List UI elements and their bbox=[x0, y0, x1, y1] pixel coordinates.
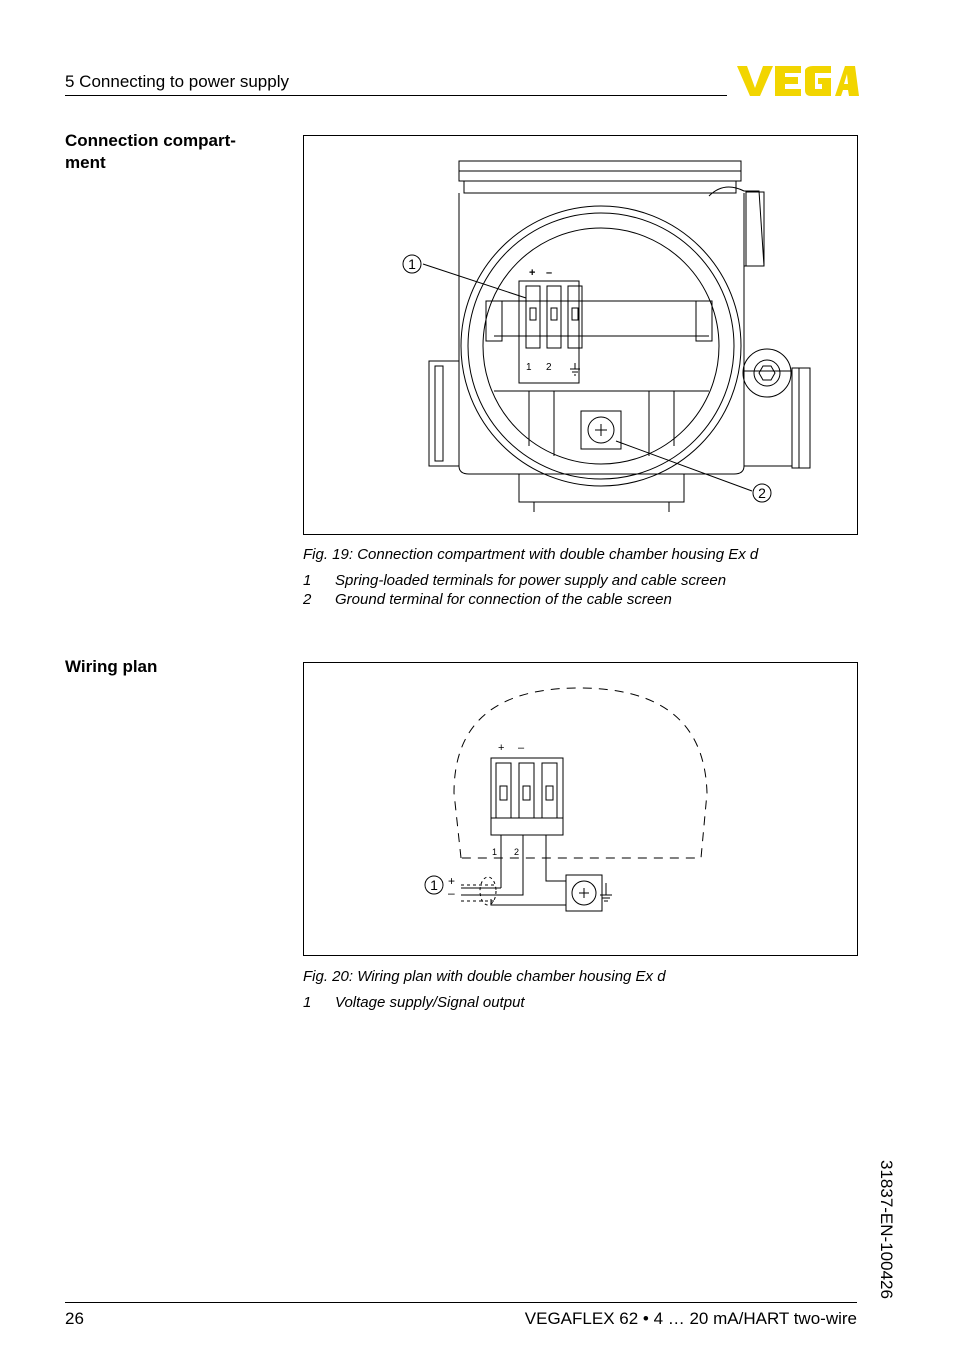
terminal-minus-sign: – bbox=[518, 742, 525, 754]
terminal-plus-sign: + bbox=[529, 267, 536, 279]
figure-20-caption: Fig. 20: Wiring plan with double chamber housing Ex d bbox=[303, 968, 666, 985]
terminal-number-2: 2 bbox=[546, 362, 552, 373]
supply-plus-sign: + bbox=[448, 874, 456, 888]
section-header: 5 Connecting to power supply bbox=[65, 72, 289, 91]
legend-text: Ground terminal for connection of the cable screen bbox=[335, 591, 672, 608]
document-id: 31837-EN-100426 bbox=[877, 1160, 896, 1299]
terminal-plus-sign: + bbox=[498, 742, 505, 754]
legend-number: 1 bbox=[303, 572, 312, 589]
header-rule bbox=[65, 95, 727, 96]
legend-item bbox=[303, 572, 726, 589]
figure-connection-compartment bbox=[303, 135, 858, 535]
heading-wiring-plan: Wiring plan bbox=[65, 657, 158, 676]
legend-item bbox=[303, 591, 672, 608]
legend-text: Spring-loaded terminals for power supply and cable screen bbox=[335, 572, 727, 589]
supply-minus-sign: – bbox=[448, 886, 455, 900]
page-number: 26 bbox=[65, 1309, 84, 1328]
vega-logo bbox=[735, 64, 859, 103]
legend-number: 1 bbox=[303, 994, 312, 1011]
legend-item bbox=[303, 994, 525, 1011]
footer-title: VEGAFLEX 62 • 4 … 20 mA/HART two-wire bbox=[524, 1309, 857, 1328]
heading-connection-compartment: Connection compart- ment bbox=[65, 131, 236, 172]
terminal-number-1: 1 bbox=[492, 847, 498, 857]
figure-wiring-plan bbox=[303, 662, 858, 956]
figure-19-caption: Fig. 19: Connection compartment with double chamber housing Ex d bbox=[303, 546, 759, 563]
callout-2: 2 bbox=[758, 485, 766, 501]
terminal-minus-sign: – bbox=[546, 267, 553, 279]
footer-rule bbox=[65, 1302, 857, 1303]
callout-1: 1 bbox=[430, 877, 438, 893]
terminal-number-2: 2 bbox=[514, 847, 520, 857]
terminal-number-1: 1 bbox=[526, 362, 532, 373]
legend-text: Voltage supply/Signal output bbox=[335, 994, 525, 1011]
callout-1: 1 bbox=[408, 256, 416, 272]
legend-number: 2 bbox=[303, 591, 312, 608]
